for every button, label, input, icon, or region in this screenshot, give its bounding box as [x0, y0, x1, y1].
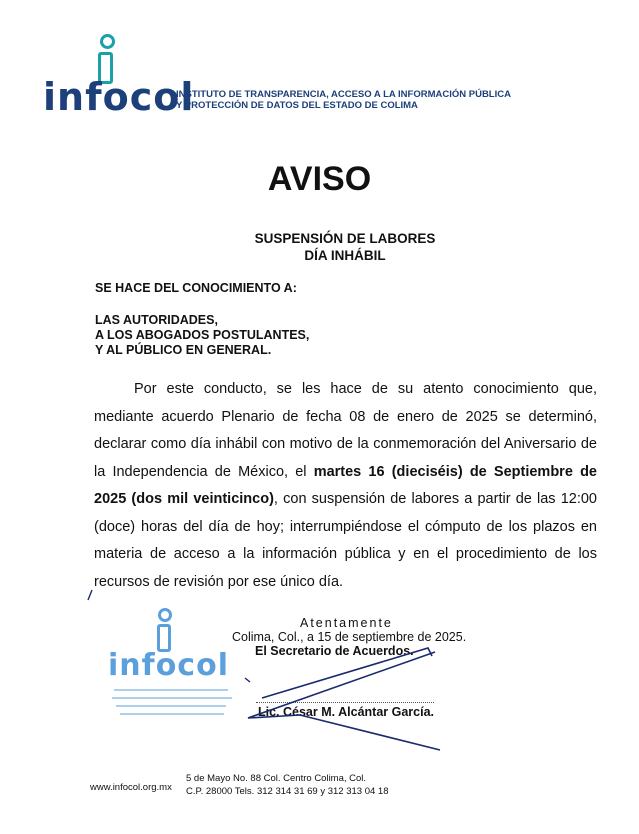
- stamp-illegible-text: [110, 686, 236, 723]
- recipient-line: A LOS ABOGADOS POSTULANTES,: [95, 328, 310, 342]
- body-paragraph: [94, 376, 597, 596]
- institution-name-line2: Y PROTECCIÓN DE DATOS DEL ESTADO DE COLIMA: [176, 100, 418, 111]
- footer-address: [186, 772, 388, 798]
- stamp-text-lines: [110, 686, 236, 720]
- subtitle-line1: SUSPENSIÓN DE LABORES: [254, 231, 436, 246]
- recipients-list: [95, 313, 309, 358]
- signer-position: El Secretario de Acuerdos.: [255, 644, 414, 658]
- page-title: AVISO: [267, 160, 372, 198]
- body-text-part2: , con suspensión de labores a partir de las 12:00 (doce) horas del día de hoy; interrumpiéndose el cómputo de los plazos en materia de acceso a la información pública y en el procedimiento de los recursos de revisión por ese único día.: [94, 491, 597, 590]
- subtitle: [200, 230, 490, 264]
- signer-name: Lic. César M. Alcántar García.: [258, 705, 435, 719]
- footer-website: www.infocol.org.mx: [90, 782, 172, 793]
- subtitle-line2: DÍA INHÁBIL: [304, 248, 386, 263]
- stamp-logo-dot: [158, 608, 172, 622]
- body-text-bold: martes 16 (dieciséis) de Septiembre de 2025 (dos mil veinticinco): [94, 463, 597, 507]
- body-text-part1: Por este conducto, se les hace de su atento conocimiento que, mediante acuerdo Plenario de fecha 08 de enero de 2025 se determinó, declarar como día inhábil con motivo de la conmemoración del Aniversario de la Independencia de México, el: [94, 381, 597, 480]
- stamp-wordmark: infocol: [108, 648, 229, 683]
- institution-name: [176, 89, 511, 111]
- notice-heading: SE HACE DEL CONOCIMIENTO A:: [95, 281, 297, 295]
- footer-address-line1: 5 de Mayo No. 88 Col. Centro Colima, Col.: [186, 773, 367, 784]
- recipient-line: LAS AUTORIDADES,: [95, 313, 218, 327]
- institution-name-line1: INSTITUTO DE TRANSPARENCIA, ACCESO A LA INFORMACIÓN PÚBLICA: [176, 89, 511, 100]
- footer-address-line2: C.P. 28000 Tels. 312 314 31 69 y 312 313 04 18: [186, 786, 389, 797]
- recipient-line: Y AL PÚBLICO EN GENERAL.: [95, 343, 272, 357]
- closing-salutation: Atentamente: [300, 616, 393, 630]
- logo-i-dot: [100, 34, 115, 49]
- place-and-date: Colima, Col., a 15 de septiembre de 2025.: [232, 630, 467, 644]
- official-stamp: [100, 600, 240, 730]
- logo-wordmark: infocol: [43, 75, 195, 119]
